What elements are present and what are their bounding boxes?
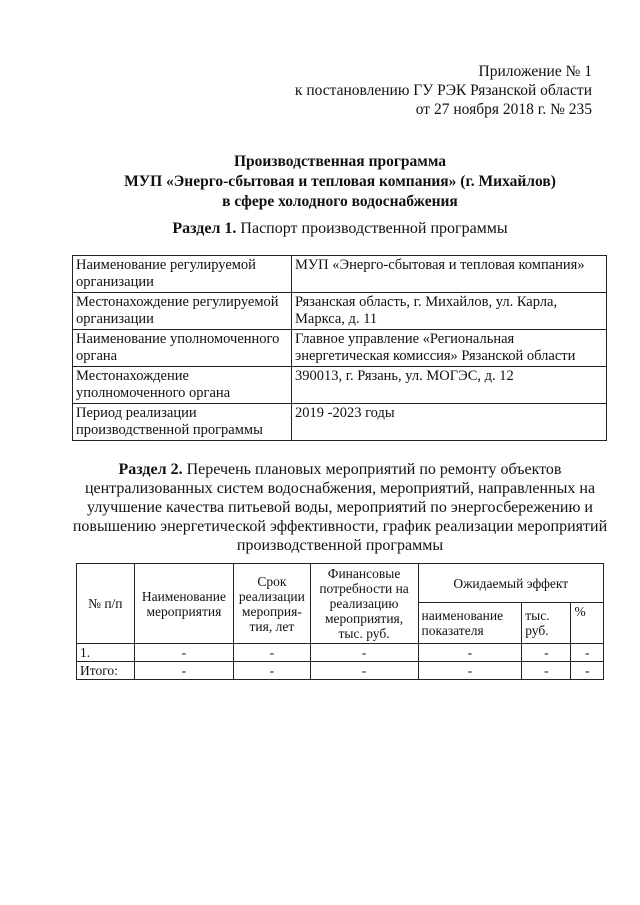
table-cell: - bbox=[418, 662, 522, 680]
header-effect-sum: тыс. руб. bbox=[522, 603, 571, 644]
table-cell: 1. bbox=[77, 644, 135, 662]
table-row bbox=[73, 256, 607, 293]
table-row bbox=[73, 367, 607, 404]
table-cell: - bbox=[418, 644, 522, 662]
passport-field-name: Период реализации производственной программы bbox=[73, 404, 292, 441]
passport-field-name: Местонахождение уполномоченного органа bbox=[73, 367, 292, 404]
passport-field-name: Наименование регулируемой организации bbox=[73, 256, 292, 293]
table-row bbox=[77, 644, 604, 662]
section1-heading bbox=[40, 220, 640, 238]
table-cell: - bbox=[522, 644, 571, 662]
header-term: Срок реализации мероприя-тия, лет bbox=[234, 564, 310, 644]
passport-table bbox=[72, 255, 607, 441]
appendix-block bbox=[252, 62, 592, 119]
table-cell: - bbox=[134, 644, 234, 662]
passport-field-value: МУП «Энерго-сбытовая и тепловая компания» bbox=[292, 256, 607, 293]
section2-heading bbox=[70, 460, 610, 555]
section1-text: Паспорт производственной программы bbox=[240, 220, 508, 237]
passport-field-value: Рязанская область, г. Михайлов, ул. Карла, Маркса, д. 11 bbox=[292, 293, 607, 330]
header-effect: Ожидаемый эффект bbox=[418, 564, 603, 603]
section2-text: Перечень плановых мероприятий по ремонту объектов централизованных систем водоснабжения, мероприятий, направленных на улучшение качества питьевой воды, мероприятий по энергосбережению и повышению энергетической эффективности, график реализации мероприятий производственной программы bbox=[72, 461, 608, 554]
table-cell: - bbox=[234, 644, 310, 662]
appendix-line-2: к постановлению ГУ РЭК Рязанской области bbox=[294, 82, 592, 99]
passport-field-name: Наименование уполномоченного органа bbox=[73, 330, 292, 367]
measures-table bbox=[76, 563, 604, 680]
passport-field-value: Главное управление «Региональная энергетическая комиссия» Рязанской области bbox=[292, 330, 607, 367]
title-line-3: в сфере холодного водоснабжения bbox=[222, 193, 458, 210]
table-cell: - bbox=[310, 662, 418, 680]
table-cell: - bbox=[522, 662, 571, 680]
table-cell: Итого: bbox=[77, 662, 135, 680]
table-cell: - bbox=[310, 644, 418, 662]
table-row bbox=[77, 662, 604, 680]
table-row bbox=[73, 330, 607, 367]
header-num: № п/п bbox=[77, 564, 135, 644]
header-finance: Финансовые потребности на реализацию мероприятия, тыс. руб. bbox=[310, 564, 418, 644]
passport-field-value: 2019 -2023 годы bbox=[292, 404, 607, 441]
passport-field-name: Местонахождение регулируемой организации bbox=[73, 293, 292, 330]
table-row bbox=[73, 404, 607, 441]
title-line-2: МУП «Энерго-сбытовая и тепловая компания» (г. Михайлов) bbox=[124, 173, 556, 190]
section1-label: Раздел 1. bbox=[172, 220, 237, 237]
header-effect-name: наименование показателя bbox=[418, 603, 522, 644]
appendix-line-1: Приложение № 1 bbox=[478, 63, 592, 80]
header-name: Наименование мероприятия bbox=[134, 564, 234, 644]
table-cell: - bbox=[134, 662, 234, 680]
title-line-1: Производственная программа bbox=[233, 153, 447, 170]
table-cell: - bbox=[234, 662, 310, 680]
table-header-row bbox=[77, 564, 604, 603]
table-cell: - bbox=[571, 662, 604, 680]
passport-field-value: 390013, г. Рязань, ул. МОГЭС, д. 12 bbox=[292, 367, 607, 404]
table-cell: - bbox=[571, 644, 604, 662]
header-effect-pct: % bbox=[571, 603, 604, 644]
appendix-line-3: от 27 ноября 2018 г. № 235 bbox=[415, 101, 592, 118]
section2-label: Раздел 2. bbox=[118, 461, 183, 478]
document-title bbox=[40, 152, 640, 212]
table-row bbox=[73, 293, 607, 330]
